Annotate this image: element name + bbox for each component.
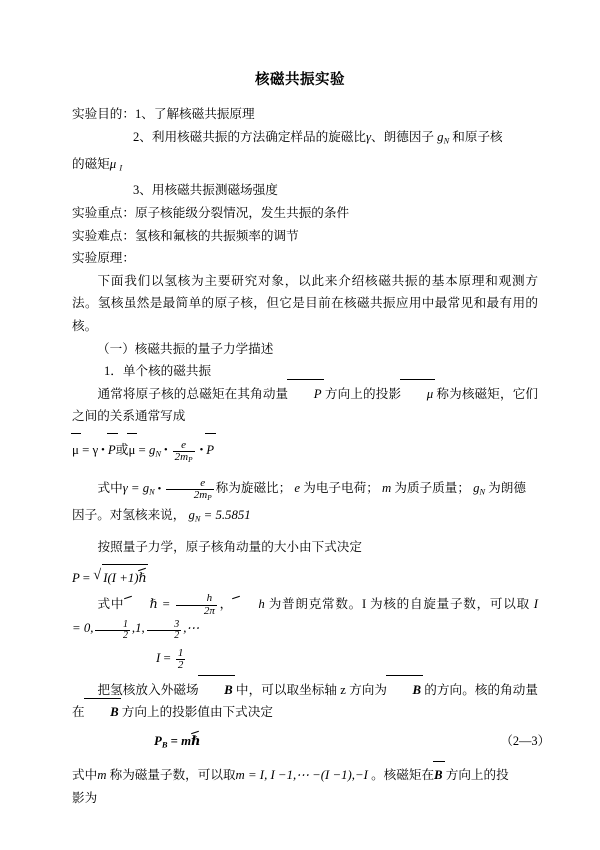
focus-label: 实验重点： — [72, 206, 135, 221]
purpose-line-2 — [72, 126, 538, 153]
vector-mu-symbol: μ — [401, 383, 433, 406]
vector-b-symbol-3: B — [85, 701, 119, 724]
gamma-exp-g: g — [142, 481, 150, 496]
principle-paragraph: 下面我们以氢核为主要研究对象，以此来介绍核磁共振的基本原理和观测方法。氢核虽然是最简单的原子核，但它是目前在核磁共振应用中最常见和最有用的核。 — [72, 273, 538, 333]
m-expression: m = I, I −1,⋯ −(I −1),−I — [235, 768, 368, 783]
f3-frac-den: 2 — [177, 659, 184, 672]
hbar-explanation-line — [72, 593, 538, 642]
f2-equals: = — [82, 570, 91, 585]
projection-text-c: 称为核磁矩，它们之间的关系通常写成 — [72, 386, 539, 424]
f1-fraction — [173, 440, 195, 465]
purpose-label: 实验目的： — [72, 107, 135, 121]
formula-4-block — [72, 724, 550, 759]
purpose-line-2-cont — [72, 153, 538, 180]
spin-frac-three-half — [147, 620, 181, 642]
f1-equals-2: = — [138, 442, 146, 457]
f1-g-sub: N — [155, 448, 161, 459]
f3-I: I — [156, 651, 161, 666]
hbar-exp-a: 式中 — [97, 596, 125, 611]
gamma-exp-frac-den — [166, 490, 213, 503]
f4-m: m — [181, 734, 192, 749]
m-text-b: 称为磁量子数，可以取 — [109, 768, 236, 783]
purpose-item-2-text-d: 的磁矩 — [72, 156, 110, 171]
principle-line — [72, 247, 538, 270]
spin-frac-three-half-den: 2 — [174, 629, 180, 641]
g-subscript-n: N — [443, 135, 450, 145]
f1-vector-p-2: P — [206, 437, 214, 463]
f2-p: P — [72, 570, 80, 585]
f3-equals: = — [163, 651, 171, 666]
spin-frac-half-num: 1 — [95, 620, 129, 631]
magnetic-quantum-paragraph-cont: 影为 — [72, 791, 98, 806]
f1-frac-den-sub: P — [188, 456, 193, 465]
projection-paragraph — [72, 383, 538, 428]
f1-frac-num: e — [173, 440, 195, 452]
spin-frac-half-den: 2 — [122, 629, 128, 641]
spin-values-mid: ,1, — [131, 621, 145, 636]
hbar-exp-b: ， — [218, 596, 233, 611]
spin-frac-half — [95, 620, 129, 642]
focus-text: 原子核能级分裂情况，发生共振的条件 — [134, 206, 350, 221]
f1-vector-p-1: P — [108, 437, 116, 463]
heading-section-1: （一）核磁共振的量子力学描述 — [97, 341, 274, 356]
f1-dot-3: • — [199, 445, 204, 457]
f3-frac-num: 1 — [177, 646, 184, 659]
hbar-symbol: ℏ — [124, 593, 158, 616]
vector-b-symbol-4: B — [434, 764, 443, 787]
gamma-explanation-line-1 — [72, 477, 538, 504]
gn-value-number: = 5.5851 — [203, 508, 251, 523]
gamma-exp-g3: 因子。对氢核来说， — [72, 508, 186, 523]
vector-b-symbol-1: B — [199, 679, 233, 702]
gamma-exp-frac-den-text: 2m — [193, 489, 208, 502]
gamma-exp-g2: g — [473, 481, 480, 496]
purpose-line-3 — [72, 179, 538, 202]
field-text-c: 的方向。核的角动量在 — [72, 682, 539, 720]
spin-values-end: ,⋯ — [183, 621, 200, 636]
gamma-exp-e: e — [294, 481, 301, 496]
mu-subscript-i: I — [119, 162, 123, 172]
formula-1-block — [72, 433, 538, 468]
spin-values-start: = 0, — [72, 621, 94, 636]
f2-radical — [93, 563, 148, 591]
angular-momentum-paragraph: 按照量子力学，原子核角动量的大小由下式决定 — [97, 540, 362, 555]
f1-mu: μ — [72, 437, 79, 463]
g-symbol: g — [437, 129, 444, 144]
gamma-exp-b: 称为旋磁比； — [215, 481, 292, 496]
m-symbol: m — [97, 768, 107, 783]
f1-gamma: γ — [92, 442, 99, 457]
f1-g: g — [148, 442, 156, 457]
gamma-exp-g2-sub: N — [479, 487, 486, 497]
document-body — [72, 103, 550, 810]
gamma-symbol: γ — [365, 129, 372, 144]
projection-text-b: 方向上的投影 — [324, 386, 402, 401]
spin-frac-three-half-num: 3 — [147, 620, 181, 631]
f1-equals: = — [82, 442, 90, 457]
field-text-d: 方向上的投影值由下式决定 — [121, 705, 273, 720]
f2-hbar: ℏ — [139, 565, 147, 591]
projection-text-a: 通常将原子核的总磁矩在其角动量 — [97, 386, 289, 401]
gamma-exp-fraction — [166, 478, 213, 503]
f1-dot-1: • — [101, 445, 105, 457]
f2-inner: I(I +1) — [103, 570, 139, 585]
h-symbol: h — [233, 593, 265, 616]
gamma-exp-m: m — [381, 481, 392, 496]
gamma-exp-frac-den-sub: P — [207, 494, 212, 503]
vector-b-symbol-2: B — [387, 679, 421, 702]
difficulty-label: 实验难点： — [72, 228, 135, 243]
purpose-item-1: 1、了解核磁共振原理 — [134, 107, 255, 121]
formula-2-block — [72, 559, 538, 593]
vector-p-symbol: P — [288, 383, 321, 406]
principle-label: 实验原理： — [72, 251, 135, 266]
equation-number-2-3: （2—3） — [500, 734, 550, 749]
purpose-item-3: 3、用核磁共振测磁场强度 — [133, 183, 278, 198]
m-text-a: 式中 — [72, 768, 98, 783]
hbar-eq: = — [161, 596, 171, 611]
m-text-d: 方向上的投 — [445, 768, 509, 783]
f1-dot-2: • — [164, 445, 168, 457]
gamma-exp-c: 为电子电荷； — [303, 481, 379, 496]
formula-3-block — [72, 641, 538, 674]
purpose-line-1 — [72, 103, 538, 126]
f2-radicand — [102, 564, 148, 591]
page-title: 核磁共振实验 — [255, 72, 345, 88]
hbar-exp-c: 为普朗克常数。I 为核的自旋量子数，可以取 — [268, 596, 530, 611]
focus-line — [72, 202, 538, 225]
gamma-exp-dot: • — [157, 483, 162, 495]
difficulty-text: 氢核和氟核的共振频率的调节 — [134, 228, 299, 243]
spacer — [72, 468, 538, 477]
gamma-exp-frac-num: e — [166, 478, 213, 490]
f4-P: P — [154, 734, 162, 749]
difficulty-line — [72, 225, 538, 248]
f1-or: 或 — [115, 442, 129, 457]
hbar-frac-num: h — [176, 593, 217, 605]
field-text-a: 把氢核放入外磁场 — [97, 682, 199, 697]
spin-I: I — [533, 596, 539, 611]
field-text-b: 中，可以取坐标轴 z 方向为 — [235, 682, 388, 697]
gn-value-sub: N — [194, 514, 201, 524]
purpose-item-2-text-a: 2、利用核磁共振的方法确定样品的旋磁比 — [133, 129, 366, 144]
gamma-exp-g-sub: N — [149, 487, 155, 497]
f3-fraction — [176, 648, 186, 672]
f4-hbar: ℏ — [191, 728, 200, 754]
f1-mu-2: μ — [128, 437, 135, 463]
gamma-explanation-line-2 — [72, 504, 538, 531]
gamma-exp-d: 为质子质量； — [394, 481, 470, 496]
hbar-frac-den: 2π — [203, 604, 215, 617]
f1-frac-den — [173, 452, 195, 465]
gn-value-g: g — [188, 508, 195, 523]
gamma-exp-f: 为朗德 — [488, 481, 526, 496]
gamma-exp-a: 式中 — [97, 481, 123, 496]
f4-equals: = — [170, 734, 178, 749]
hbar-fraction — [176, 593, 217, 617]
f1-frac-den-text: 2m — [174, 451, 189, 464]
gamma-exp-eq: = — [130, 481, 140, 496]
f4-P-sub: B — [161, 739, 168, 750]
m-text-c: 。核磁矩在 — [371, 768, 435, 783]
external-field-paragraph — [72, 679, 538, 724]
gamma-exp-gamma: γ — [122, 481, 128, 496]
mu-symbol: μ — [109, 156, 117, 171]
heading-subsection-1-1: 1．单个核的磁共振 — [104, 364, 212, 379]
magnetic-quantum-paragraph — [72, 764, 538, 787]
purpose-item-2-text-c: 和原子核 — [452, 129, 503, 144]
purpose-item-2-text-b: 、朗德因子 — [371, 129, 434, 144]
